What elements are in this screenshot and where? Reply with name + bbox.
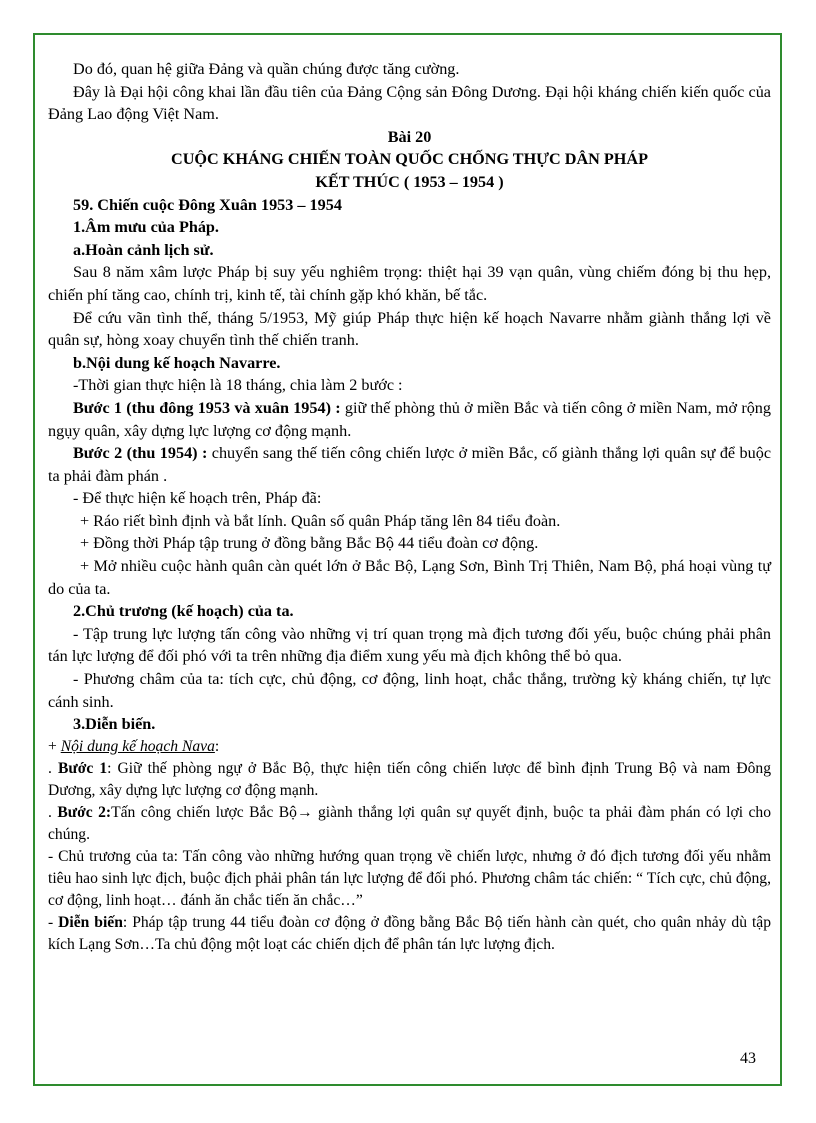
paragraph (48, 802, 771, 846)
prefix: + (48, 737, 61, 755)
step-text: Tấn công chiến lược Bắc Bộ→ giành thắng lợi quân sự quyết định, buộc ta phải đàm phán có lợi cho chúng. (48, 803, 772, 843)
event-label: Diễn biến (58, 913, 123, 931)
prefix: . (48, 803, 58, 821)
paragraph: - Tập trung lực lượng tấn công vào những vị trí quan trọng mà địch tương đối yếu, buộc chúng phải phân tán lực lượng để đối phó với ta trên những địa điểm xung yếu mà địch không thể bỏ qua. (48, 624, 771, 666)
subsection-heading: a.Hoàn cảnh lịch sử. (73, 240, 214, 259)
step-label: Bước 2: (57, 803, 112, 821)
paragraph (48, 758, 771, 802)
section-heading: 59. Chiến cuộc Đông Xuân 1953 – 1954 (73, 195, 342, 214)
bullet-item: + Ráo riết bình định và bắt lính. Quân số quân Pháp tăng lên 84 tiểu đoàn. (80, 511, 561, 530)
step-text: chuyển sang thế tiến công chiến lược ở miền Bắc, cố giành thắng lợi quân sự để buộc ta phải đàm phán . (48, 444, 771, 485)
paragraph: Do đó, quan hệ giữa Đảng và quần chúng được tăng cường. (73, 60, 460, 78)
bullet-item: + Mở nhiều cuộc hành quân càn quét lớn ở Bắc Bộ, Lạng Sơn, Bình Trị Thiên, Nam Bộ, phá hoại vùng tự do của ta. (48, 557, 771, 598)
page-number: 43 (740, 1050, 756, 1067)
subsection-heading: 2.Chủ trương (kế hoạch) của ta. (73, 602, 294, 621)
subsection-heading: 3.Diễn biến. (73, 715, 156, 734)
prefix: . (48, 759, 58, 777)
paragraph: Sau 8 năm xâm lược Pháp bị suy yếu nghiêm trọng: thiệt hại 39 vạn quân, vùng chiếm đóng bị thu hẹp, chiến phí tăng cao, chính trị, kinh tế, tài chính gặp khó khăn, bế tắc. (48, 263, 771, 304)
bullet-item: + Đồng thời Pháp tập trung ở đồng bằng Bắc Bộ 44 tiểu đoàn cơ động. (80, 534, 539, 553)
paragraph: -Thời gian thực hiện là 18 tháng, chia làm 2 bước : (73, 376, 403, 395)
subsection-heading: b.Nội dung kế hoạch Navarre. (73, 353, 281, 372)
step-label: Bước 1 (thu đông 1953 và xuân 1954) : (73, 398, 341, 417)
paragraph (48, 442, 771, 487)
paragraph (48, 912, 771, 956)
lesson-title-line1: CUỘC KHÁNG CHIẾN TOÀN QUỐC CHỐNG THỰC DÂN PHÁP (171, 150, 648, 169)
paragraph (48, 736, 771, 758)
step-text: : Giữ thế phòng ngự ở Bắc Bộ, thực hiện tiến công chiến lược để bình định Trung Bộ và nam Đông Dương, xây dựng lực lượng cơ động mạnh. (48, 759, 771, 799)
paragraph: - Phương châm của ta: tích cực, chủ động, cơ động, linh hoạt, chắc thắng, trường kỳ kháng chiến, tự lực cánh sinh. (48, 670, 771, 711)
paragraph: Để cứu vãn tình thế, tháng 5/1953, Mỹ giúp Pháp thực hiện kế hoạch Navarre nhằm giành thắng lợi về quân sự, hòng xoay chuyển tình thế chiến tranh. (48, 308, 771, 350)
step-text: giữ thế phòng thủ ở miền Bắc và tiến công ở miền Nam, mở rộng ngụy quân, xây dựng lực lượng cơ động mạnh. (48, 398, 771, 440)
underlined-heading: Nội dung kế hoạch Nava (60, 737, 215, 755)
paragraph: Đây là Đại hội công khai lần đầu tiên của Đảng Cộng sản Đông Dương. Đại hội kháng chiến kiến quốc của Đảng Lao động Việt Nam. (48, 82, 771, 124)
paragraph: - Chủ trương của ta: Tấn công vào những hướng quan trọng về chiến lược, nhưng ở đó địch tương đối yếu nhằm tiêu hao sinh lực địch, buộc địch phải phân tán lực lượng để đối phó. Phương châm tác chiến: “ Tích cực, chủ động, cơ động, linh hoạt… đánh ăn chắc tiến ăn chắc…” (48, 847, 771, 909)
suffix: : (214, 737, 220, 755)
event-text: : Pháp tập trung 44 tiểu đoàn cơ động ở đồng bằng Bắc Bộ tiến hành càn quét, cho quân nhảy dù tập kích Lạng Sơn…Ta chủ động một loạt các chiến dịch để phân tán lực lượng địch. (48, 913, 772, 953)
subsection-heading: 1.Âm mưu của Pháp. (73, 218, 219, 237)
step-label: Bước 2 (thu 1954) : (73, 444, 208, 463)
lesson-title-line2: KẾT THÚC ( 1953 – 1954 ) (315, 172, 504, 191)
step-label: Bước 1 (57, 759, 108, 777)
document-body (48, 58, 771, 956)
prefix: - (48, 913, 59, 931)
lesson-number: Bài 20 (387, 127, 432, 146)
paragraph (48, 397, 771, 442)
paragraph: - Để thực hiện kế hoạch trên, Pháp đã: (73, 489, 322, 508)
